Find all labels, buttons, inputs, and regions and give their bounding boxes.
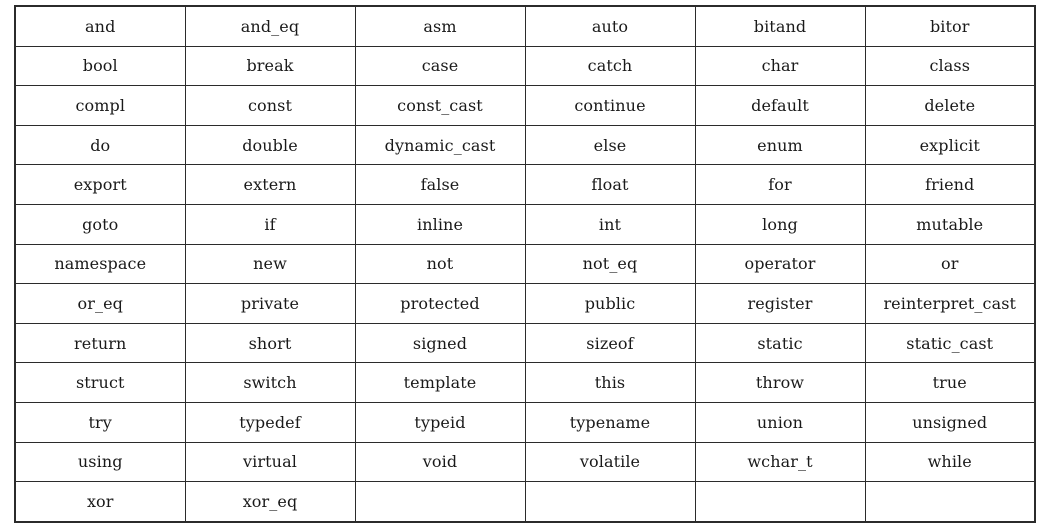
keyword-cell: namespace — [15, 244, 185, 284]
keyword-cell: reinterpret_cast — [865, 284, 1035, 324]
keyword-cell: asm — [355, 6, 525, 46]
keyword-cell: not_eq — [525, 244, 695, 284]
keyword-cell: do — [15, 125, 185, 165]
table-row — [15, 482, 1035, 522]
keyword-cell: or_eq — [15, 284, 185, 324]
keyword-cell: enum — [695, 125, 865, 165]
keyword-cell — [695, 482, 865, 522]
keyword-cell: return — [15, 323, 185, 363]
keyword-cell: explicit — [865, 125, 1035, 165]
keyword-cell: not — [355, 244, 525, 284]
keyword-cell: bitand — [695, 6, 865, 46]
keyword-cell: typedef — [185, 402, 355, 442]
keyword-cell: private — [185, 284, 355, 324]
keyword-cell: bitor — [865, 6, 1035, 46]
keyword-cell: static_cast — [865, 323, 1035, 363]
keyword-cell: default — [695, 86, 865, 126]
keyword-cell: try — [15, 402, 185, 442]
keyword-cell: export — [15, 165, 185, 205]
table-row — [15, 323, 1035, 363]
keyword-cell — [525, 482, 695, 522]
keyword-table-body — [15, 6, 1035, 522]
keyword-cell: wchar_t — [695, 442, 865, 482]
table-row — [15, 363, 1035, 403]
keyword-cell: int — [525, 204, 695, 244]
keyword-cell: delete — [865, 86, 1035, 126]
keyword-cell: goto — [15, 204, 185, 244]
keyword-cell: bool — [15, 46, 185, 86]
keyword-cell: dynamic_cast — [355, 125, 525, 165]
keyword-cell: typename — [525, 402, 695, 442]
keyword-cell: else — [525, 125, 695, 165]
keyword-cell: long — [695, 204, 865, 244]
keyword-cell — [865, 482, 1035, 522]
keyword-cell: static — [695, 323, 865, 363]
keyword-cell: and_eq — [185, 6, 355, 46]
keyword-cell — [355, 482, 525, 522]
keyword-table — [14, 5, 1036, 523]
keyword-cell: false — [355, 165, 525, 205]
keyword-cell: extern — [185, 165, 355, 205]
keyword-cell: auto — [525, 6, 695, 46]
keyword-cell: mutable — [865, 204, 1035, 244]
keyword-cell: xor_eq — [185, 482, 355, 522]
keyword-cell: double — [185, 125, 355, 165]
table-row — [15, 125, 1035, 165]
keyword-cell: struct — [15, 363, 185, 403]
keyword-cell: void — [355, 442, 525, 482]
keyword-cell: if — [185, 204, 355, 244]
keyword-cell: continue — [525, 86, 695, 126]
keyword-cell: throw — [695, 363, 865, 403]
table-row — [15, 204, 1035, 244]
keyword-cell: operator — [695, 244, 865, 284]
keyword-cell: case — [355, 46, 525, 86]
table-row — [15, 86, 1035, 126]
keyword-cell: class — [865, 46, 1035, 86]
keyword-cell: public — [525, 284, 695, 324]
keyword-cell: const_cast — [355, 86, 525, 126]
keyword-cell: short — [185, 323, 355, 363]
table-row — [15, 284, 1035, 324]
keyword-cell: template — [355, 363, 525, 403]
keyword-cell: friend — [865, 165, 1035, 205]
table-row — [15, 46, 1035, 86]
keyword-cell: compl — [15, 86, 185, 126]
keyword-cell: or — [865, 244, 1035, 284]
keyword-cell: const — [185, 86, 355, 126]
keyword-cell: virtual — [185, 442, 355, 482]
keyword-cell: inline — [355, 204, 525, 244]
keyword-cell: protected — [355, 284, 525, 324]
table-row — [15, 442, 1035, 482]
keyword-cell: switch — [185, 363, 355, 403]
keyword-cell: volatile — [525, 442, 695, 482]
keyword-cell: for — [695, 165, 865, 205]
keyword-cell: this — [525, 363, 695, 403]
keyword-cell: sizeof — [525, 323, 695, 363]
keyword-cell: and — [15, 6, 185, 46]
keyword-cell: float — [525, 165, 695, 205]
keyword-cell: signed — [355, 323, 525, 363]
keyword-cell: new — [185, 244, 355, 284]
keyword-cell: union — [695, 402, 865, 442]
keyword-cell: true — [865, 363, 1035, 403]
table-row — [15, 402, 1035, 442]
keyword-cell: xor — [15, 482, 185, 522]
table-row — [15, 165, 1035, 205]
keyword-cell: while — [865, 442, 1035, 482]
keyword-cell: register — [695, 284, 865, 324]
table-row — [15, 244, 1035, 284]
keyword-cell: typeid — [355, 402, 525, 442]
keyword-cell: break — [185, 46, 355, 86]
keyword-cell: catch — [525, 46, 695, 86]
keyword-cell: unsigned — [865, 402, 1035, 442]
keyword-cell: char — [695, 46, 865, 86]
keyword-cell: using — [15, 442, 185, 482]
table-row — [15, 6, 1035, 46]
